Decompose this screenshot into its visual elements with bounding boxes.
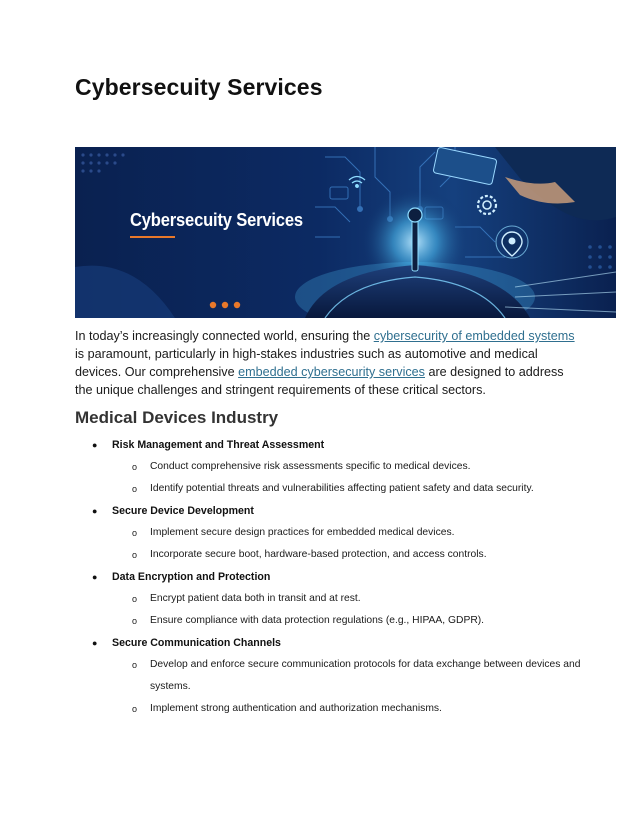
banner-title: Cybersecuity Services (130, 210, 303, 230)
intro-text: are designed to address the unique challenges and stringent requirements of these critical sectors. (75, 365, 564, 397)
group-title (90, 500, 590, 522)
circle-bullet-icon: o (132, 616, 138, 626)
list-group (90, 566, 590, 632)
section-heading: Medical Devices Industry (75, 408, 279, 427)
group-title (90, 632, 590, 654)
list-item-text: Incorporate secure boot, hardware-based protection, and access controls. (150, 549, 487, 560)
circle-bullet-icon: o (132, 704, 138, 714)
hero-banner (75, 147, 616, 318)
circle-bullet-icon: o (132, 594, 138, 604)
services-list (90, 434, 590, 720)
list-item-text: Ensure compliance with data protection regulations (e.g., HIPAA, GDPR). (150, 615, 485, 626)
list-group (90, 500, 590, 566)
banner-illustration (75, 147, 616, 318)
list-item-text: Implement secure design practices for embedded medical devices. (150, 527, 455, 538)
list-item-text: Conduct comprehensive risk assessments specific to medical devices. (150, 461, 471, 472)
group-title-text: Data Encryption and Protection (112, 571, 271, 583)
carousel-dots[interactable] (210, 302, 240, 308)
page-title: Cybersecuity Services (75, 74, 323, 100)
list-item (90, 456, 590, 478)
list-item (90, 544, 590, 566)
list-item (90, 588, 590, 610)
list-group (90, 434, 590, 500)
list-item (90, 654, 590, 698)
circle-bullet-icon: o (132, 528, 138, 538)
list-item-text: Identify potential threats and vulnerabilities affecting patient safety and data security. (150, 483, 534, 494)
link-embedded-cybersecurity-services[interactable]: embedded cybersecurity services (238, 365, 425, 379)
intro-text: is paramount, particularly in high-stakes industries such as automotive and medical devices. Our comprehensive (75, 347, 538, 379)
list-item (90, 610, 590, 632)
circle-bullet-icon: o (132, 550, 138, 560)
banner-title-underline (130, 236, 175, 238)
list-item-text: Develop and enforce secure communication protocols for data exchange between devices and systems. (150, 659, 581, 692)
list-group (90, 632, 590, 720)
circle-bullet-icon: o (132, 660, 138, 670)
list-item (90, 698, 590, 720)
bullet-icon: ● (92, 440, 98, 450)
bullet-icon: ● (92, 572, 98, 582)
circle-bullet-icon: o (132, 484, 138, 494)
list-item (90, 478, 590, 500)
group-title (90, 434, 590, 456)
intro-text: In today’s increasingly connected world, ensuring the (75, 329, 374, 343)
group-title-text: Secure Device Development (112, 505, 254, 517)
circle-bullet-icon: o (132, 462, 138, 472)
group-title-text: Risk Management and Threat Assessment (112, 439, 325, 451)
list-item-text: Encrypt patient data both in transit and at rest. (150, 593, 361, 604)
group-title (90, 566, 590, 588)
list-item (90, 522, 590, 544)
bullet-icon: ● (92, 638, 98, 648)
link-cybersecurity-embedded-systems[interactable]: cybersecurity of embedded systems (373, 329, 575, 343)
list-item-text: Implement strong authentication and authorization mechanisms. (150, 703, 442, 714)
group-title-text: Secure Communication Channels (112, 637, 281, 649)
bullet-icon: ● (92, 506, 98, 516)
intro-paragraph (75, 327, 575, 399)
